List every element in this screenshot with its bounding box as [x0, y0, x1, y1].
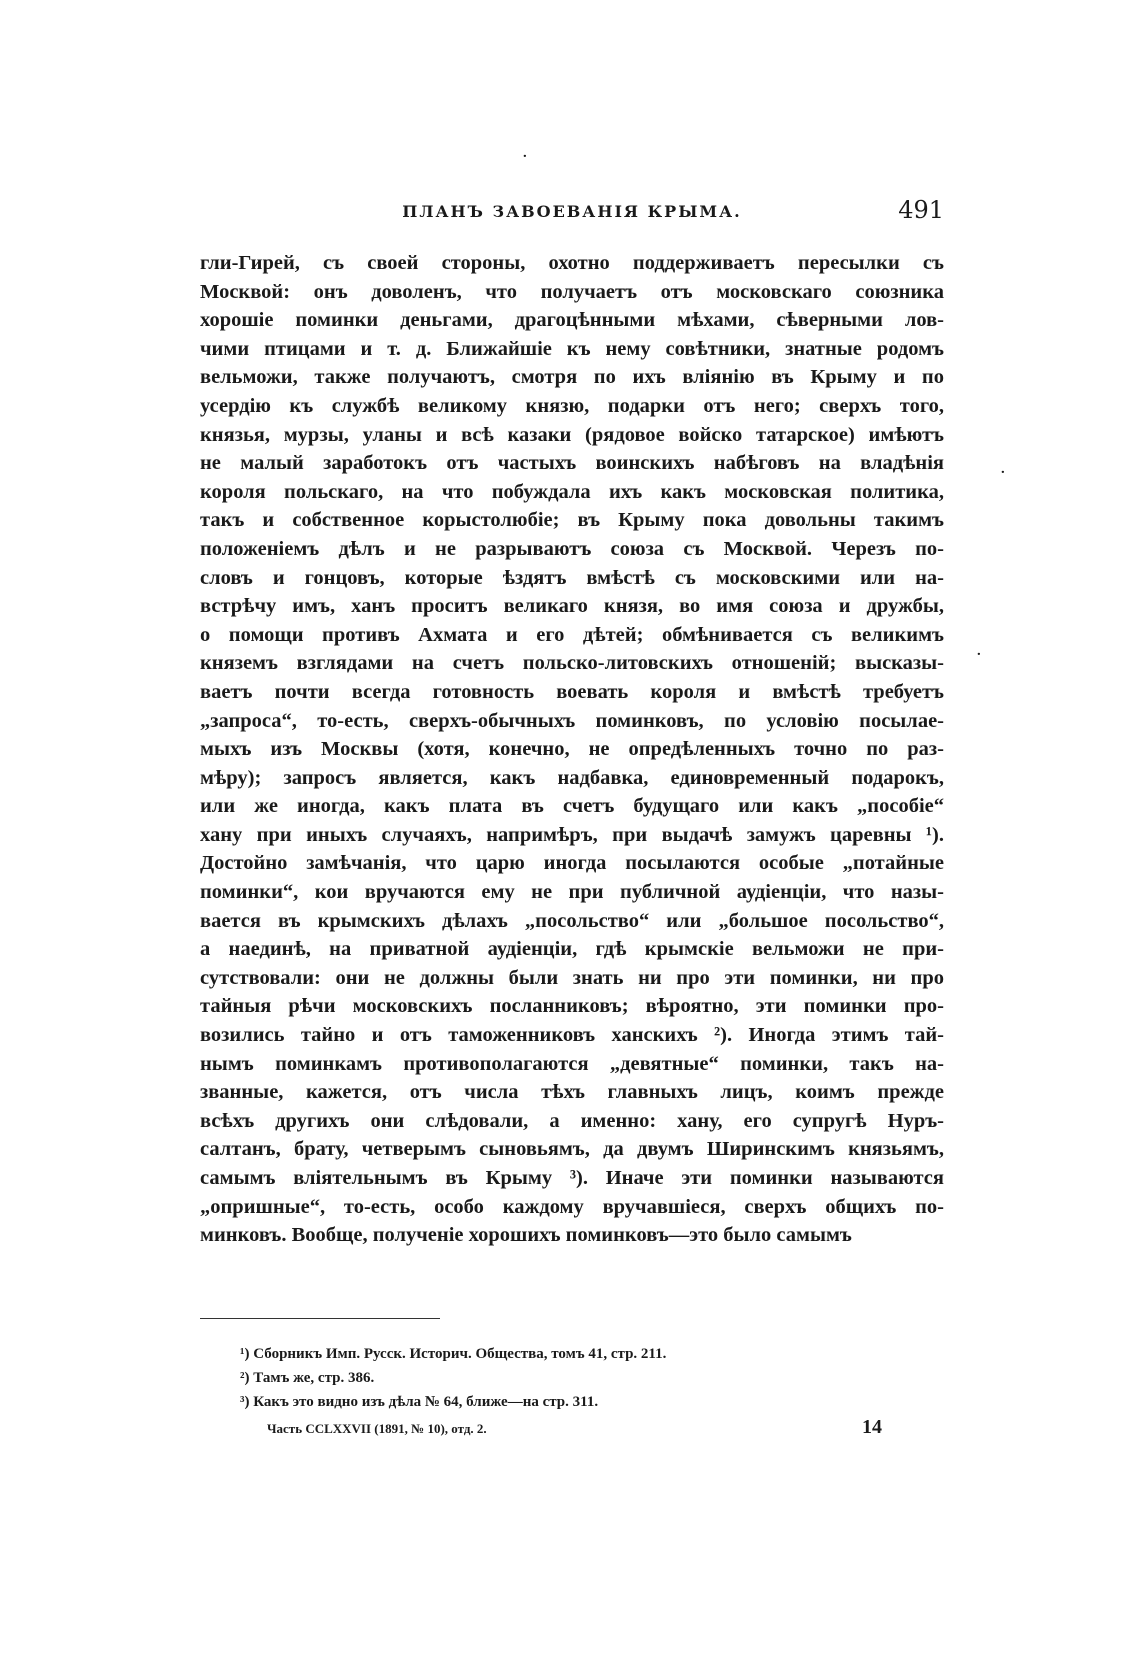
text-line: поминки“, кои вручаются ему не при публичной аудіенціи, что назы-	[200, 881, 944, 904]
running-title: ПЛАНЪ ЗАВОЕВАНІЯ КРЫМА.	[402, 202, 742, 221]
text-line: возились тайно и отъ таможенниковъ ханскихъ ²). Иногда этимъ тай-	[200, 1024, 944, 1047]
text-line: встрѣчу имъ, ханъ проситъ великаго князя, во имя союза и дружбы,	[200, 595, 944, 618]
text-line: а наединѣ, на приватной аудіенціи, гдѣ крымскіе вельможи не при-	[200, 938, 944, 961]
text-line: тайныя рѣчи московскихъ посланниковъ; вѣроятно, эти поминки про-	[200, 995, 944, 1018]
stray-dot: ·	[522, 146, 528, 167]
text-line: мыхъ изъ Москвы (хотя, конечно, не опредѣленныхъ точно по раз-	[200, 738, 944, 761]
text-line: самымъ вліятельнымъ въ Крыму ³). Иначе эти поминки называются	[200, 1167, 944, 1189]
text-line: минковъ. Вообще, полученіе хорошихъ поминковъ—это было самымъ	[200, 1224, 852, 1247]
footnote-rule	[200, 1318, 440, 1319]
footnote-text: Тамъ же, стр. 386.	[253, 1370, 375, 1386]
footnote-mark: ²)	[240, 1370, 250, 1386]
footnote	[240, 1342, 940, 1366]
text-line: вельможи, также получаютъ, смотря по ихъ вліянію въ Крыму и по	[200, 366, 944, 389]
text-line: князья, мурзы, уланы и всѣ казаки (рядовое войско татарское) имѣютъ	[200, 423, 944, 446]
stray-dot: ·	[1000, 462, 1006, 483]
text-line: словъ и гонцовъ, которые ѣздятъ вмѣстѣ съ московскими или на-	[200, 566, 944, 589]
body-text	[200, 249, 944, 1250]
text-line: Достойно замѣчанія, что царю иногда посылаются особые „потайные	[200, 852, 944, 875]
text-line: званные, кажется, отъ числа тѣхъ главныхъ лицъ, коимъ прежде	[200, 1081, 944, 1104]
text-line: ваетъ почти всегда готовность воевать короля и вмѣстѣ требуетъ	[200, 680, 944, 703]
footnote-text: Какъ это видно изъ дѣла № 64, ближе—на стр. 311.	[253, 1394, 599, 1410]
signature-number: 14	[862, 1416, 882, 1438]
text-line: чими птицами и т. д. Ближайшіе къ нему совѣтники, знатные родомъ	[200, 337, 944, 360]
text-line: такъ и собственное корыстолюбіе; въ Крыму пока довольны такимъ	[200, 509, 944, 532]
footnote	[240, 1390, 940, 1414]
text-line: вается въ крымскихъ дѣлахъ „посольство“ или „большое посольство“,	[200, 909, 944, 932]
text-line: или же иногда, какъ плата въ счетъ будущаго или какъ „пособіе“	[200, 795, 944, 818]
footnote	[240, 1366, 940, 1390]
text-line: „запроса“, то-есть, сверхъ-обычныхъ поминковъ, по условію посылае-	[200, 709, 944, 732]
text-line: положеніемъ дѣлъ и не разрываютъ союза съ Москвой. Черезъ по-	[200, 537, 944, 560]
text-line: мѣру); запросъ является, какъ надбавка, единовременный подарокъ,	[200, 766, 944, 789]
footnote-text: Сборникъ Имп. Русск. Историч. Общества, томъ 41, стр. 211.	[253, 1346, 667, 1362]
text-line: гли-Гирей, съ своей стороны, охотно поддерживаетъ пересылки съ	[200, 252, 944, 274]
text-line: княземъ взглядами на счетъ польско-литовскихъ отношеній; высказы-	[200, 652, 944, 675]
text-line: короля польскаго, на что побуждала ихъ какъ московская политика,	[200, 480, 944, 503]
text-line: не малый заработокъ отъ частыхъ воинскихъ набѣговъ на владѣнія	[200, 452, 944, 475]
text-line: сутствовали: они не должны были знать ни про эти поминки, ни про	[200, 966, 944, 989]
text-line: „опришные“, то-есть, особо каждому вручавшіеся, сверхъ общихъ по-	[200, 1195, 944, 1218]
text-line: салтанъ, брату, четверымъ сыновьямъ, да двумъ Ширинскимъ князьямъ,	[200, 1138, 944, 1161]
text-line: хорошіе поминки деньгами, драгоцѣнными мѣхами, сѣверными лов-	[200, 309, 944, 332]
text-line: всѣхъ другихъ они слѣдовали, а именно: хану, его супругѣ Нуръ-	[200, 1109, 944, 1132]
text-line: усердію къ службѣ великому князю, подарки отъ него; сверхъ того,	[200, 394, 944, 417]
footnote-mark: ³)	[240, 1394, 250, 1410]
running-head	[200, 196, 944, 230]
text-line: нымъ поминкамъ противополагаются „девятные“ поминки, такъ на-	[200, 1052, 944, 1075]
footnotes	[240, 1342, 940, 1414]
text-line: Москвой: онъ доволенъ, что получаетъ отъ московскаго союзника	[200, 280, 944, 303]
footnote-mark: ¹)	[240, 1346, 250, 1362]
page-number: 491	[898, 196, 944, 224]
text-line: о помощи противъ Ахмата и его дѣтей; обмѣнивается съ великимъ	[200, 623, 944, 646]
printer-signature: Часть CCLXXVII (1891, № 10), отд. 2.	[267, 1421, 487, 1436]
text-line: хану при иныхъ случаяхъ, напримѣръ, при выдачѣ замужъ царевны ¹).	[200, 823, 944, 846]
stray-dot: ·	[976, 644, 982, 665]
